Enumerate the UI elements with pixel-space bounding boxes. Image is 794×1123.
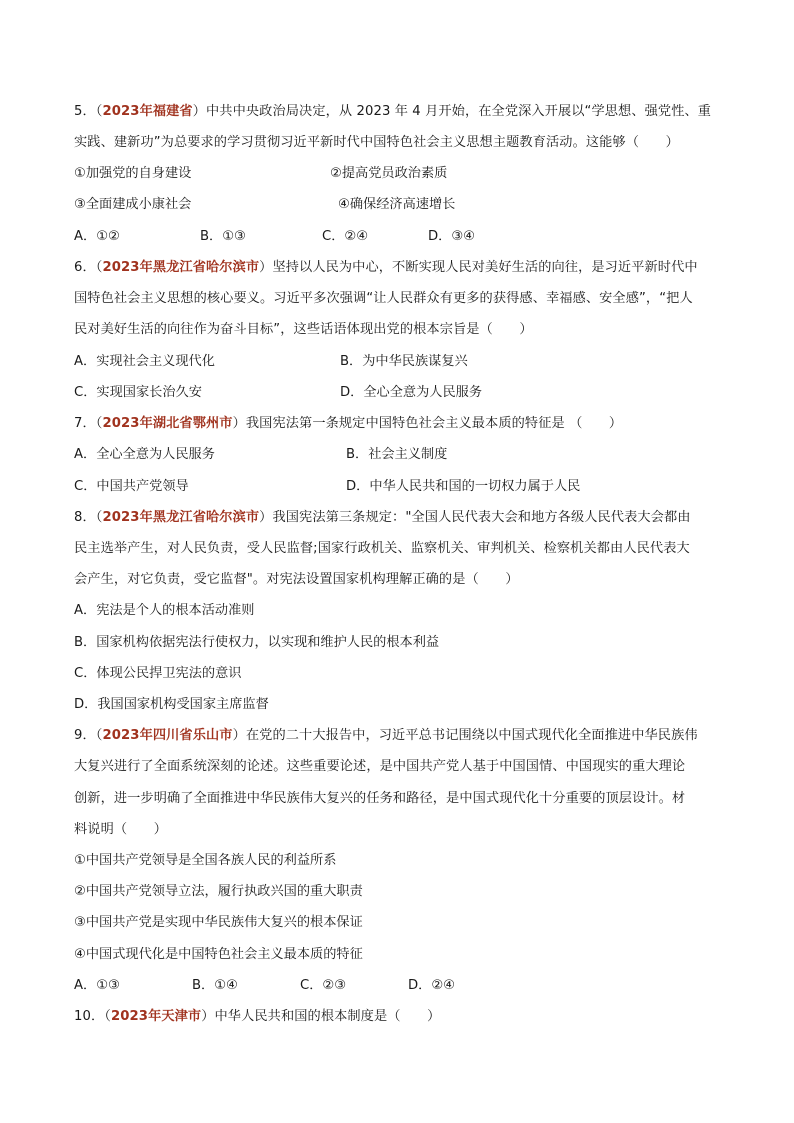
q9-line-3: 创新，进一步明确了全面推进中华民族伟大复兴的任务和路径，是中国式现代化十分重要的顶层设计。材 (74, 791, 686, 806)
q5-number: 5．（ (74, 104, 103, 119)
q9-statement-2: ②中国共产党领导立法，履行执政兴国的重大职责 (74, 884, 363, 899)
q7-text: ）我国宪法第一条规定中国特色社会主义最本质的特征是 （ ） (232, 416, 623, 431)
q7-option-c: C．中国共产党领导 (74, 479, 189, 494)
q9-statement-1: ①中国共产党领导是全国各族人民的利益所系 (74, 853, 337, 868)
q8-line-3: 会产生，对它负责，受它监督"。对宪法设置国家机构理解正确的是（ ） (74, 572, 519, 587)
q10-source: 2023年天津市 (110, 1009, 202, 1024)
q8-source: 2023年黑龙江省哈尔滨市 (102, 510, 260, 525)
q9-line-1 (74, 726, 698, 746)
q5-line-2: 实践、建新功”为总要求的学习贯彻习近平新时代中国特色社会主义思想主题教育活动。这能够（ ） (74, 135, 679, 150)
q6-number: 6．（ (74, 260, 103, 275)
q8-line-1 (74, 508, 691, 528)
q8-line-2: 民主选举产生，对人民负责，受人民监督;国家行政机关、监察机关、审判机关、检察机关都由人民代表大 (74, 541, 690, 556)
q5-statement-2: ②提高党员政治素质 (330, 166, 448, 181)
q8-option-c: C．体现公民捍卫宪法的意识 (74, 666, 242, 681)
q5-statement-3: ③全面建成小康社会 (74, 197, 192, 212)
q5-statement-4: ④确保经济高速增长 (338, 197, 456, 212)
q7-option-d: D．中华人民共和国的一切权力属于人民 (346, 479, 581, 494)
q9-option-a: A．①③ (74, 978, 120, 993)
q5-option-b: B．①③ (200, 229, 246, 244)
q5-statement-1: ①加强党的自身建设 (74, 166, 192, 181)
q9-line-4: 料说明（ ） (74, 822, 168, 837)
q6-text: ）坚持以人民为中心，不断实现人民对美好生活的向往，是习近平新时代中 (259, 260, 698, 275)
q6-option-a: A．实现社会主义现代化 (74, 354, 215, 369)
q6-line-3: 民对美好生活的向往作为奋斗目标”，这些话语体现出党的根本宗旨是（ ） (74, 322, 533, 337)
q6-option-c: C．实现国家长治久安 (74, 385, 202, 400)
q5-text: ）中共中央政治局决定，从 2023 年 4 月开始，在全党深入开展以“学思想、强党性、重 (192, 104, 712, 119)
q8-option-a: A．宪法是个人的根本活动准则 (74, 603, 255, 618)
q7-line-1 (74, 414, 622, 434)
q10-text: ）中华人民共和国的根本制度是（ ） (201, 1009, 441, 1024)
q5-option-a: A．①② (74, 229, 120, 244)
q9-option-d: D．②④ (408, 978, 455, 993)
q6-line-1 (74, 258, 698, 278)
q9-text: ）在党的二十大报告中，习近平总书记围绕以中国式现代化全面推进中华民族伟 (232, 728, 698, 743)
q6-option-d: D．全心全意为人民服务 (340, 385, 483, 400)
q8-number: 8．（ (74, 510, 103, 525)
q8-option-b: B．国家机构依据宪法行使权力，以实现和维护人民的根本利益 (74, 635, 440, 650)
q10-line-1 (74, 1007, 440, 1027)
q7-source: 2023年湖北省鄂州市 (102, 416, 233, 431)
q9-option-c: C．②③ (300, 978, 347, 993)
q5-line-1 (74, 102, 711, 122)
q5-source: 2023年福建省 (102, 104, 193, 119)
q8-text: ）我国宪法第三条规定："全国人民代表大会和地方各级人民代表大会都由 (259, 510, 691, 525)
q9-line-2: 大复兴进行了全面系统深刻的论述。这些重要论述，是中国共产党人基于中国国情、中国现实的重大理论 (74, 759, 686, 774)
q9-number: 9．（ (74, 728, 103, 743)
q9-statement-4: ④中国式现代化是中国特色社会主义最本质的特征 (74, 947, 363, 962)
q9-option-b: B．①④ (192, 978, 238, 993)
q6-option-b: B．为中华民族谋复兴 (340, 354, 468, 369)
q6-source: 2023年黑龙江省哈尔滨市 (102, 260, 260, 275)
q7-number: 7．（ (74, 416, 103, 431)
q9-source: 2023年四川省乐山市 (102, 728, 233, 743)
q7-option-a: A．全心全意为人民服务 (74, 447, 215, 462)
q10-number: 10．（ (74, 1009, 111, 1024)
q7-option-b: B．社会主义制度 (346, 447, 448, 462)
q5-option-d: D．③④ (428, 229, 475, 244)
q8-option-d: D．我国国家机构受国家主席监督 (74, 697, 269, 712)
q6-line-2: 国特色社会主义思想的核心要义。习近平多次强调“让人民群众有更多的获得感、幸福感、安全感”，“把人 (74, 291, 693, 306)
q5-option-c: C．②④ (322, 229, 369, 244)
q9-statement-3: ③中国共产党是实现中华民族伟大复兴的根本保证 (74, 915, 363, 930)
